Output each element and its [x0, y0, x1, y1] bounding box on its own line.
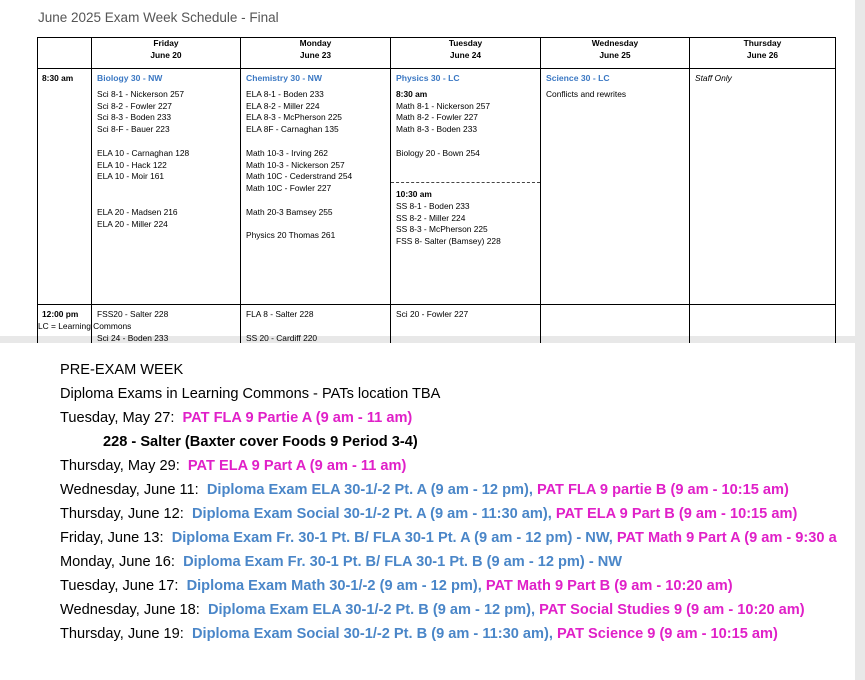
subject-monday: Chemistry 30 - NW [246, 73, 322, 83]
subject-friday: Biology 30 - NW [97, 73, 163, 83]
row-note: 228 - Salter (Baxter cover Foods 9 Period 3-4) [103, 434, 418, 450]
diploma-exam-text: Diploma Exam ELA 30-1/-2 Pt. B (9 am - 12 pm), [207, 602, 536, 618]
row-date: Tuesday, May 27: [60, 410, 179, 426]
list-gap [246, 219, 386, 231]
header-friday: Friday June 20 [92, 38, 241, 69]
pre-exam-row [103, 433, 418, 451]
cell-thursday-am [690, 69, 836, 305]
schedule-entry: ELA 8F - Carnaghan 135 [246, 124, 339, 135]
cell-friday-am [92, 69, 241, 305]
pat-exam-text: PAT Math 9 Part A (9 am - 9:30 a [616, 530, 837, 546]
schedule-entry: ELA 10 - Moir 161 [97, 171, 165, 182]
pre-exam-row [60, 457, 406, 475]
schedule-entry: ELA 8-1 - Boden 233 [246, 88, 324, 99]
time-am: 8:30 am [38, 69, 92, 305]
pre-exam-row [60, 409, 412, 427]
diploma-exam-text: Diploma Exam Fr. 30-1 Pt. B/ FLA 30-1 Pt. A (9 am - 12 pm) - NW, [171, 530, 613, 546]
schedule-entry: Sci 8-2 - Fowler 227 [97, 100, 172, 111]
schedule-entry: Math 10C - Cederstrand 254 [246, 171, 353, 182]
subject-tuesday: Physics 30 - LC [396, 73, 460, 83]
schedule-entry: ELA 20 - Madsen 216 [97, 206, 178, 217]
tuesday-first-block [391, 69, 540, 183]
list-gap [246, 136, 386, 148]
schedule-entry: Math 8-3 - Boden 233 [396, 124, 478, 135]
schedule-entry: Biology 20 - Bown 254 [396, 147, 480, 158]
cell-tuesday-am [391, 69, 541, 305]
schedule-entry: Math 20-3 Bamsey 255 [246, 206, 333, 217]
pre-exam-row [60, 601, 805, 619]
schedule-title: June 2025 Exam Week Schedule - Final [38, 10, 279, 25]
schedule-entry: ELA 10 - Hack 122 [97, 159, 167, 170]
cell-wednesday-pm [541, 305, 690, 349]
schedule-entry: SS 20 - Cardiff 220 [246, 332, 318, 343]
row-date: Monday, June 16: [60, 554, 179, 570]
subject-wednesday: Science 30 - LC [546, 73, 610, 83]
pm-row [38, 305, 836, 349]
legend-note: LC = Learning Commons [38, 321, 132, 331]
pat-exam-text: PAT FLA 9 Partie A (9 am - 11 am) [182, 410, 413, 426]
pre-exam-row [60, 481, 789, 499]
schedule-entry: SS 8-2 - Miller 224 [396, 212, 466, 223]
schedule-entry: Sci 8-1 - Nickerson 257 [97, 88, 185, 99]
pre-exam-row [60, 553, 622, 571]
schedule-entry: Math 10C - Fowler 227 [246, 183, 332, 194]
list-gap [97, 195, 236, 207]
schedule-entry: ELA 8-2 - Miller 224 [246, 100, 320, 111]
cell-wednesday-am [541, 69, 690, 305]
pre-exam-row [60, 529, 837, 547]
header-row [38, 38, 836, 69]
row-date: Thursday, June 19: [60, 626, 188, 642]
schedule-entry: Sci 24 - Boden 233 [97, 332, 169, 343]
tuesday-second-block [391, 183, 540, 248]
row-date: Thursday, May 29: [60, 458, 184, 474]
schedule-entry: ELA 8-3 - McPherson 225 [246, 112, 342, 123]
cell-monday-am [241, 69, 391, 305]
list-gap [97, 136, 236, 148]
schedule-entry: Physics 20 Thomas 261 [246, 230, 336, 241]
pre-exam-panel [0, 343, 855, 680]
header-monday: Monday June 23 [241, 38, 391, 69]
schedule-panel [0, 0, 855, 343]
schedule-entry: Math 10-3 - Nickerson 257 [246, 159, 345, 170]
pat-exam-text: PAT ELA 9 Part A (9 am - 11 am) [187, 458, 407, 474]
schedule-entry: ELA 20 - Miller 224 [97, 218, 168, 229]
row-date: Wednesday, June 18: [60, 602, 204, 618]
row-date: Wednesday, June 11: [60, 482, 203, 498]
staff-only-note: Staff Only [695, 73, 732, 83]
wednesday-am-list [546, 89, 685, 101]
list-gap [97, 183, 236, 195]
row-date: Friday, June 13: [60, 530, 168, 546]
time-pm: 12:00 pm [38, 305, 92, 349]
monday-am-list [246, 89, 386, 242]
header-time [38, 38, 92, 69]
schedule-entry: Sci 8-3 - Boden 233 [97, 112, 172, 123]
list-gap [246, 195, 386, 207]
schedule-entry: FSS20 - Salter 228 [97, 309, 169, 319]
am-row [38, 69, 836, 305]
schedule-entry: Math 8-1 - Nickerson 257 [396, 100, 491, 111]
diploma-exam-text: Diploma Exam Social 30-1/-2 Pt. B (9 am - 11:30 am), [191, 626, 553, 642]
header-wednesday: Wednesday June 25 [541, 38, 690, 69]
pre-exam-row [60, 505, 797, 523]
pat-exam-text: PAT Science 9 (9 am - 10:15 am) [556, 626, 778, 642]
schedule-entry: Conflicts and rewrites [546, 88, 627, 99]
diploma-exam-text: Diploma Exam Math 30-1/-2 (9 am - 12 pm), [186, 578, 482, 594]
pre-exam-row [60, 577, 733, 595]
pat-exam-text: PAT Math 9 Part B (9 am - 10:20 am) [485, 578, 733, 594]
schedule-entry: Sci 20 - Fowler 227 [396, 309, 469, 319]
row-date: Thursday, June 12: [60, 506, 188, 522]
pre-exam-heading: PRE-EXAM WEEK [60, 362, 184, 378]
schedule-entry: ELA 10 - Carnaghan 128 [97, 147, 190, 158]
exam-schedule-table [37, 37, 836, 349]
tuesday-pm-list [396, 309, 536, 321]
tuesday-first-list [396, 101, 536, 160]
cell-monday-pm [241, 305, 391, 349]
pre-exam-subheading: Diploma Exams in Learning Commons - PATs location TBA [60, 386, 441, 402]
monday-pm-list [246, 309, 386, 344]
schedule-entry: FSS 8- Salter (Bamsey) 228 [396, 236, 501, 247]
schedule-entry: FLA 8 - Salter 228 [246, 309, 314, 319]
cell-tuesday-pm [391, 305, 541, 349]
list-gap [396, 136, 536, 148]
schedule-entry: Sci 8-F - Bauer 223 [97, 124, 170, 135]
tuesday-first-time: 8:30 am [396, 88, 428, 99]
pat-exam-text: PAT Social Studies 9 (9 am - 10:20 am) [539, 602, 805, 618]
tuesday-second-time: 10:30 am [396, 189, 432, 199]
pre-exam-row [60, 625, 778, 643]
tuesday-second-list [396, 201, 536, 248]
schedule-entry: SS 8-1 - Boden 233 [396, 200, 470, 211]
header-thursday: Thursday June 26 [690, 38, 836, 69]
pat-exam-text: PAT ELA 9 Part B (9 am - 10:15 am) [555, 506, 798, 522]
diploma-exam-text: Diploma Exam Social 30-1/-2 Pt. A (9 am - 11:30 am), [191, 506, 552, 522]
friday-am-list [97, 89, 236, 231]
schedule-entry: Math 8-2 - Fowler 227 [396, 112, 478, 123]
pat-exam-text: PAT FLA 9 partie B (9 am - 10:15 am) [536, 482, 789, 498]
header-tuesday: Tuesday June 24 [391, 38, 541, 69]
row-date: Tuesday, June 17: [60, 578, 183, 594]
cell-thursday-pm [690, 305, 836, 349]
schedule-entry: Math 10-3 - Irving 262 [246, 147, 328, 158]
diploma-exam-text: Diploma Exam ELA 30-1/-2 Pt. A (9 am - 12 pm), [206, 482, 533, 498]
schedule-entry: SS 8-3 - McPherson 225 [396, 224, 488, 235]
list-gap [246, 321, 386, 333]
diploma-exam-text: Diploma Exam Fr. 30-1 Pt. B/ FLA 30-1 Pt. B (9 am - 12 pm) - NW [183, 554, 623, 570]
